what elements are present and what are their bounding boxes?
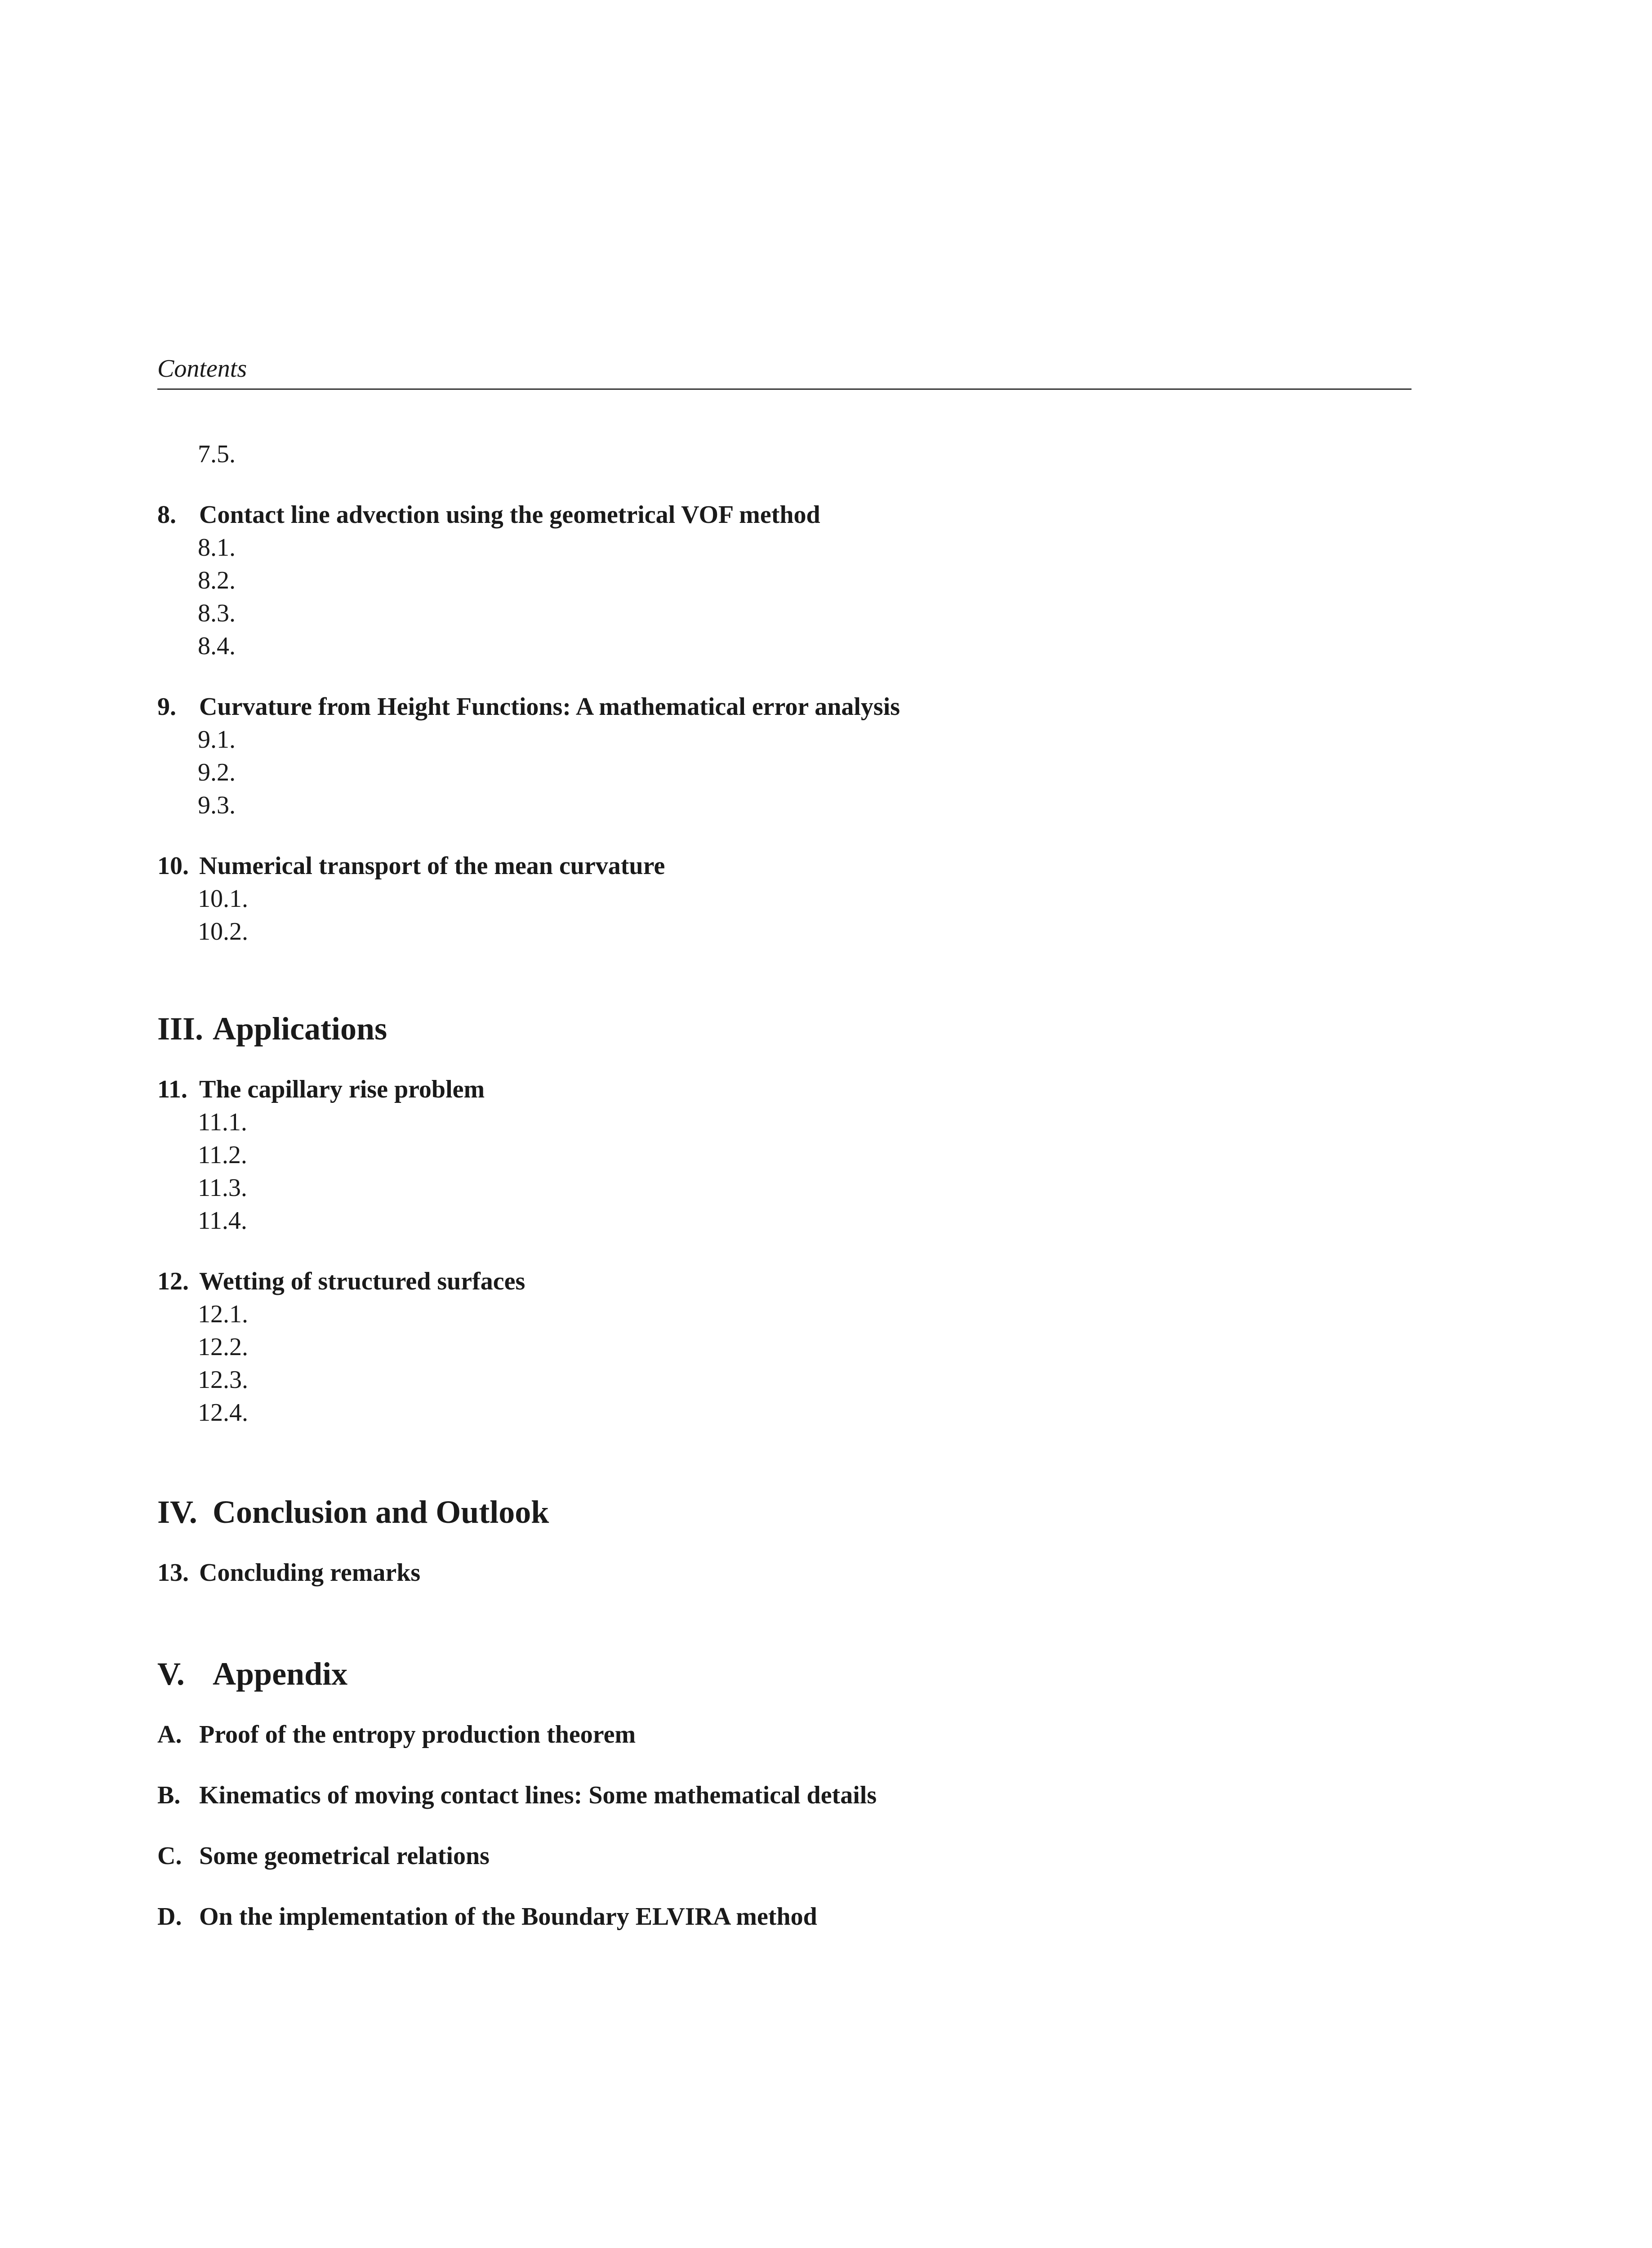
section-number: 9.2. bbox=[198, 758, 236, 786]
section-number: 11.2. bbox=[198, 1141, 247, 1169]
section-number: 9.1. bbox=[198, 726, 236, 754]
chapter-title: The capillary rise problem bbox=[199, 1075, 485, 1103]
chapter-number: 12. bbox=[157, 1267, 189, 1295]
section-number: 12.3. bbox=[198, 1366, 248, 1394]
part-number: V. bbox=[157, 1656, 185, 1692]
chapter-number: 13. bbox=[157, 1559, 189, 1587]
running-header: Contents bbox=[157, 355, 247, 383]
appendix-title: Some geometrical relations bbox=[199, 1842, 490, 1870]
section-number: 8.4. bbox=[198, 632, 236, 660]
appendix-title: Kinematics of moving contact lines: Some mathematical details bbox=[199, 1781, 877, 1809]
part-number: IV. bbox=[157, 1494, 197, 1530]
chapter-title: Curvature from Height Functions: A mathematical error analysis bbox=[199, 693, 900, 721]
section-number: 12.4. bbox=[198, 1399, 248, 1427]
part-title: Appendix bbox=[213, 1656, 348, 1692]
chapter-title: Wetting of structured surfaces bbox=[199, 1267, 525, 1295]
part-title: Applications bbox=[213, 1011, 387, 1047]
chapter-title: Numerical transport of the mean curvature bbox=[199, 852, 665, 880]
chapter-title: Contact line advection using the geometrical VOF method bbox=[199, 501, 820, 529]
appendix-letter: D. bbox=[157, 1903, 182, 1931]
chapter-number: 8. bbox=[157, 501, 176, 529]
section-number: 11.3. bbox=[198, 1174, 247, 1202]
section-number: 11.4. bbox=[198, 1207, 247, 1235]
appendix-letter: B. bbox=[157, 1781, 181, 1809]
section-number: 12.2. bbox=[198, 1333, 248, 1361]
appendix-letter: C. bbox=[157, 1842, 182, 1870]
section-number: 11.1. bbox=[198, 1108, 247, 1136]
appendix-title: Proof of the entropy production theorem bbox=[199, 1721, 636, 1748]
section-number: 12.1. bbox=[198, 1300, 248, 1328]
chapter-number: 10. bbox=[157, 852, 189, 880]
header-rule bbox=[157, 388, 1412, 390]
appendix-title: On the implementation of the Boundary ELVIRA method bbox=[199, 1903, 817, 1931]
section-number: 8.2. bbox=[198, 566, 236, 594]
section-number: 8.3. bbox=[198, 599, 236, 627]
chapter-number: 9. bbox=[157, 693, 176, 721]
section-number: 9.3. bbox=[198, 791, 236, 819]
section-number: 8.1. bbox=[198, 534, 236, 562]
chapter-title: Concluding remarks bbox=[199, 1559, 421, 1587]
section-number: 7.5. bbox=[198, 440, 236, 468]
chapter-number: 11. bbox=[157, 1075, 187, 1103]
appendix-letter: A. bbox=[157, 1721, 182, 1748]
part-title: Conclusion and Outlook bbox=[213, 1494, 549, 1530]
section-number: 10.2. bbox=[198, 918, 248, 946]
part-number: III. bbox=[157, 1011, 204, 1047]
section-number: 10.1. bbox=[198, 885, 248, 913]
